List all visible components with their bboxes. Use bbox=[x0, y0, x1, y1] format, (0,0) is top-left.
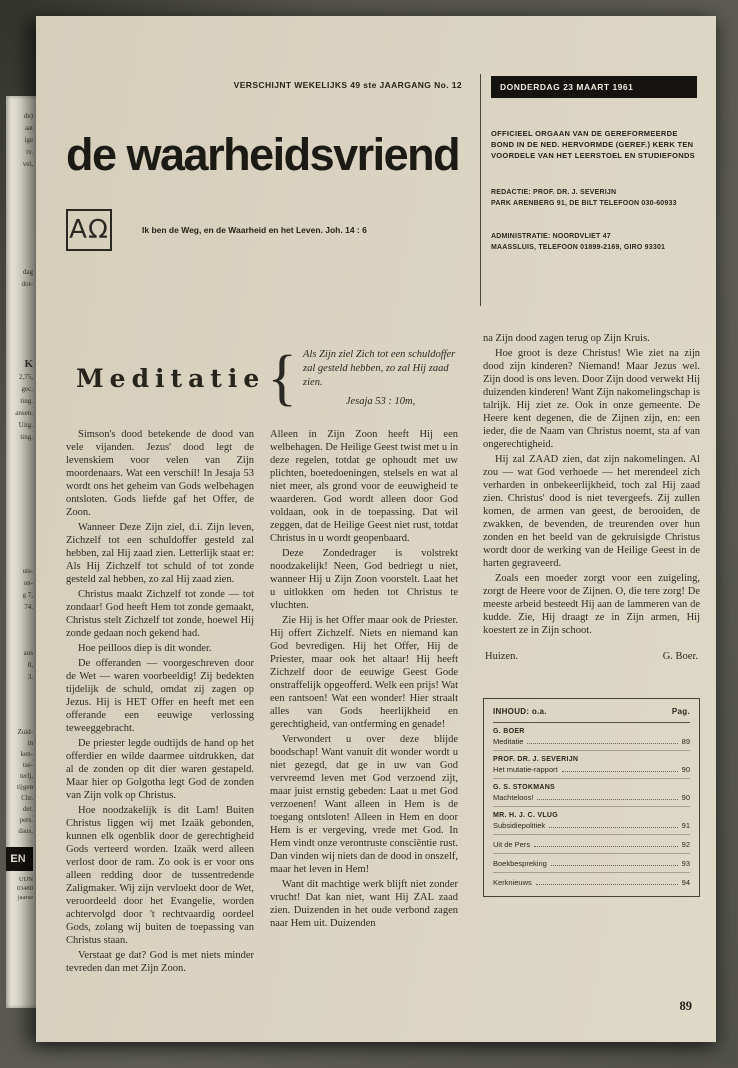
page-edge-text-fragment: uis- bbox=[22, 567, 33, 575]
paragraph: Zie Hij is het Offer maar ook de Priester. Hij offert Zichzelf. Niets en niemand kan God bevredigen. Hij het Offer, Hij de Priester, maar ook het altaar! Hij heeft Zichzelf door de eeuwige Geest Gode onstraffelijk opgeofferd. Welk een prijs! Wat een rantsoen! Wat een wonder! Hier straalt alles van Gods heerlijkheid en gerechtigheid, van ontferming en genade! bbox=[270, 615, 458, 730]
paragraph: Want dit machtige werk blijft niet zonder vrucht! Dat kan niet, want Hij ZAL zaad zien. Duizenden in het oude verbond zagen naar Hem uit. Duizenden bbox=[270, 879, 458, 929]
page-edge-text-fragment: UIJN bbox=[18, 876, 33, 883]
column-3 bbox=[483, 332, 700, 977]
paragraph: Alleen in Zijn Zoon heeft Hij een welbehagen. De Heilige Geest twist met u in deze regelen, totdat ge ophoudt met uw plichten, boetedoeningen, stelsels en wat al niet meer, als grond voor de eeuwigheid te waarderen. God wordt alleen door God voldaan, ook in de toepassing. Dat wil zeggen, dat de Heilige Geest niet rust, totdat Christus in u wordt geopenbaard. bbox=[270, 429, 458, 544]
page-edge-text-fragment: vel, bbox=[22, 160, 33, 168]
toc-author: G. BOER bbox=[493, 728, 525, 735]
toc-author: MR. H. J. C. VLUG bbox=[493, 812, 558, 819]
page-edge-text-fragment: ting. bbox=[20, 433, 33, 441]
organ-statement bbox=[491, 128, 700, 161]
page-edge-text-fragment: 3. bbox=[27, 673, 33, 681]
toc-header bbox=[493, 707, 690, 723]
toc-page-number: 91 bbox=[681, 821, 690, 830]
article-header bbox=[66, 332, 458, 424]
edge-black-box: EN bbox=[6, 847, 33, 871]
paragraph: Simson's dood betekende de dood van vele vijanden. Jezus' dood legt de levenskiem voor velen van Zijn moordenaars. Wat een verschil! In Jesaja 53 wordt ons het geheim van Gods welbehagen ontsloten. Gods liefde gaf het Offer, de Zoon. bbox=[66, 429, 254, 518]
paragraph: Hoe peilloos diep is dit wonder. bbox=[78, 643, 212, 654]
edge-fragment-group bbox=[6, 266, 33, 290]
motto-text: Ik ben de Weg, en de Waarheid en het Leven. Joh. 14 : 6 bbox=[142, 225, 367, 235]
redactie-line: REDACTIE: PROF. DR. J. SEVERIJN bbox=[491, 189, 617, 196]
facing-page-edge bbox=[6, 96, 36, 1008]
page-edge-text-fragment: Chr. bbox=[21, 794, 33, 802]
toc-page-number: 94 bbox=[681, 878, 690, 887]
page-edge-text-fragment: K bbox=[24, 358, 33, 370]
alpha-omega-icon: ΑΩ bbox=[66, 209, 112, 251]
scripture-quote bbox=[303, 348, 458, 409]
toc-title: Machteloos! bbox=[493, 793, 534, 802]
toc-page-number: 92 bbox=[681, 840, 690, 849]
paragraph: na Zijn dood zagen terug op Zijn Kruis. bbox=[483, 333, 650, 344]
page-edge-text-fragment: tijgen bbox=[17, 783, 33, 791]
toc-page-label: Pag. bbox=[671, 707, 690, 716]
page-edge-text-fragment: de) bbox=[24, 112, 33, 120]
text-columns bbox=[66, 428, 458, 977]
toc-line bbox=[493, 840, 690, 849]
page-edge-text-fragment: g 7, bbox=[22, 591, 33, 599]
article-heading: Meditatie bbox=[76, 363, 266, 393]
page-edge-text-fragment: in bbox=[27, 739, 33, 747]
page-edge-text-fragment: on- bbox=[23, 579, 33, 587]
toc-entry bbox=[493, 779, 690, 807]
page-edge-text-fragment: ken- bbox=[20, 750, 33, 758]
dotted-leader bbox=[527, 743, 677, 744]
masthead bbox=[66, 74, 700, 306]
edge-fragment-group bbox=[6, 647, 33, 683]
masthead-left bbox=[66, 74, 480, 306]
paragraph: Hij zal ZAAD zien, dat zijn nakomelingen. Al zou — wat God verhoede — het merendeel zich verharden in onbekeerlijkheid, toch zal Hij zaad zien. Christus' dood is niet tevergeefs. Zij zullen komen, de armen van geest, de berooiden, de zwakken, de bevenden, de treurenden over hun zonden en het beeld van de gekruisigde Christus wordt door de werking van de Heilige Geest in de harten gegraveerd. bbox=[483, 454, 700, 569]
page-edge-text-fragment: aat bbox=[24, 124, 33, 132]
page-edge-text-fragment: ige bbox=[24, 136, 33, 144]
paragraph: Zoals een moeder zorgt voor een zuigeling, zorgt de Heere voor de Zijnen. O, die tere zorg! De meeste arbeid besteedt Hij aan de lammeren van de kudde. Zie, Hij draagt ze in Zijn armen, Hij koestert ze in Zijn schoot. bbox=[483, 573, 700, 636]
brace-glyph: { bbox=[267, 344, 298, 412]
toc-page-number: 90 bbox=[681, 793, 690, 802]
edge-fragment-group bbox=[6, 565, 33, 613]
page-edge-text-fragment: jaarse bbox=[17, 894, 33, 901]
paragraph: Wanneer Deze Zijn ziel, d.i. Zijn leven, Zichzelf tot een schuldoffer gesteld zal hebben, zal Hij zaad zien. Letterlijk staat er: Als Hij Zichzelf tot schuld of tot zonde gesteld zal hebben, zo zal Hij zaad zien. bbox=[66, 522, 254, 585]
page-edge-text-fragment: dor- bbox=[21, 280, 33, 288]
page-edge-text-fragment: ansen. bbox=[15, 409, 33, 417]
quote-text: Als Zijn ziel Zich tot een schuldoffer zal gesteld hebben, zo zal Hij zaad zien. bbox=[303, 348, 456, 388]
page-edge-text-fragment: terlj, bbox=[19, 772, 33, 780]
page-edge-text-fragment: daus. bbox=[18, 827, 33, 835]
page-edge-text-fragment: ting. bbox=[20, 397, 33, 405]
article-signature bbox=[483, 651, 700, 662]
toc-line bbox=[493, 821, 690, 830]
paragraph: Verwondert u over deze blijde boodschap! Want vanuit dit wonder wordt u niet gezegd, dat ge in uw van God vervreemd leven met God verzoend zijt, maar juist ernstig gebeden: Laat u met God verzoenen! Want alleen in Hem is de toegang ontsloten! Alleen in Hem en door Hem is er vergeving, vrede met God. In Hem vindt onze verontruste consciëntie rust. Dan vinden wij niets dan de dood in onszelf, maar het leven in Hem! bbox=[270, 734, 458, 875]
page-edge-text-fragment: pers. bbox=[19, 816, 33, 824]
paragraph: Deze Zondedrager is volstrekt noodzakelijk! Neen, God bedriegt u niet, wanneer Hij u Zijn Zoon voorstelt. Laat het u uitlokken om heden tot Christus te vluchten. bbox=[270, 548, 458, 611]
signature-place: Huizen. bbox=[485, 651, 518, 662]
table-of-contents-box bbox=[483, 698, 700, 897]
paragraph: Hoe groot is deze Christus! Wie ziet na zijn dood zijn kinderen? Niemand! Maar Jezus wel. Zijn dood is ons leven. Door Zijn dood verwekt Hij duizenden kinderen! Want Zijn nakomelingschap is talrijk. Hij ziet ze. Ook in onze gemeente. De Heere kent degenen, die de Zijnen zijn, en: een ieder, die de Naam van Christus noemt, sta af van ongerechtigheid. bbox=[483, 348, 700, 450]
toc-title: Het mutatie-rapport bbox=[493, 765, 558, 774]
toc-entry bbox=[493, 723, 690, 751]
newspaper-front-page bbox=[36, 16, 716, 1042]
toc-line bbox=[493, 737, 690, 746]
paragraph: Christus maakt Zichzelf tot zonde — tot zondaar! God heeft Hem tot zonde gemaakt, Christus stelt Zichzelf tot zonde, hoewel Hij zonde gedaan noch gekend had. bbox=[66, 589, 254, 639]
organ-line: OFFICIEEL ORGAAN VAN DE GEREFORMEERDE bbox=[491, 129, 678, 138]
quote-source: Jesaja 53 : 10m, bbox=[345, 395, 416, 407]
article-left-block bbox=[66, 332, 458, 977]
toc-entry bbox=[493, 835, 690, 854]
toc-page-number: 93 bbox=[681, 859, 690, 868]
page-edge-text-fragment: gec. bbox=[21, 385, 33, 393]
paper-title: de waarheidsvriend bbox=[66, 129, 460, 180]
paragraph: Verstaat ge dat? God is met niets minder tevreden dan met Zijn Zoon. bbox=[66, 950, 254, 974]
redactie-info bbox=[491, 187, 700, 209]
page-edge-text-fragment: Zuid- bbox=[17, 728, 33, 736]
paragraph: De offeranden — voorgeschreven door de Wet — waren voorbeeldig! Zij bedekten tijdelijk de schuld, omdat zij zagen op Jezus. Hij is HET Offer en heeft met een offerande een eeuwige verlossing teweeggebracht. bbox=[66, 658, 254, 734]
toc-line bbox=[493, 765, 690, 774]
page-edge-text-fragment: 0, bbox=[27, 661, 33, 669]
dotted-leader bbox=[562, 771, 678, 772]
dotted-leader bbox=[549, 827, 678, 828]
toc-title: Kerknieuws bbox=[493, 878, 532, 887]
toc-page-number: 90 bbox=[681, 765, 690, 774]
paragraph: Hoe noodzakelijk is dit Lam! Buiten Christus liggen wij met Izaäk gebonden, kunnen elk ogenblik door de gerechtigheid Gods verteerd worden. Izaäk werd alleen verlost door de ram. Zo ook is er voor ons alleen redding door de tussentredende Zaligmaker. Wij zijn vervloekt door de Wet, veroordeeld door het Evangelie, worden achtervolgd door 't rechtvaardig oordeel Gods, zolang wij buiten de toepassing van Christus staan. bbox=[66, 805, 254, 946]
page-edge-text-fragment: 2,75, bbox=[19, 373, 33, 381]
issue-line: VERSCHIJNT WEKELIJKS 49 ste JAARGANG No. 12 bbox=[233, 80, 462, 90]
column-2 bbox=[270, 428, 458, 977]
column-1 bbox=[66, 428, 254, 977]
edge-fragment-group bbox=[6, 110, 33, 170]
toc-title: Subsidiepolitiek bbox=[493, 821, 546, 830]
toc-title: Boekbespreking bbox=[493, 859, 547, 868]
toc-entry bbox=[493, 807, 690, 835]
paragraph: De priester legde oudtijds de hand op het offerdier en wilde daarmee uitdrukken, dat al de zonden op dit dier waren gestapeld. Maar hier op Golgotha legt God de zonden van Zijn volk op Christus. bbox=[66, 738, 254, 801]
toc-author: G. S. STOKMANS bbox=[493, 784, 556, 791]
dotted-leader bbox=[537, 799, 677, 800]
toc-entry bbox=[493, 751, 690, 779]
toc-title: Meditatie bbox=[493, 737, 524, 746]
page-edge-text-fragment: Uitg. bbox=[18, 421, 33, 429]
page-edge-text-fragment: 74. bbox=[24, 603, 33, 611]
toc-line bbox=[493, 793, 690, 802]
date-box: DONDERDAG 23 MAART 1961 bbox=[491, 76, 697, 98]
article-content bbox=[66, 332, 700, 977]
page-edge-text-fragment: tv. bbox=[26, 148, 33, 156]
signature-author: G. Boer. bbox=[662, 651, 698, 662]
toc-entry bbox=[493, 873, 690, 887]
masthead-right bbox=[480, 74, 700, 306]
toc-header-label: INHOUD: o.a. bbox=[493, 707, 547, 716]
toc-line bbox=[493, 859, 690, 868]
dotted-leader bbox=[551, 865, 678, 866]
page-number: 89 bbox=[679, 999, 692, 1013]
toc-author: PROF. DR. J. SEVERIJN bbox=[493, 756, 579, 763]
page-edge-text-fragment: tse- bbox=[22, 761, 33, 769]
motto-row bbox=[66, 209, 480, 251]
toc-entry bbox=[493, 854, 690, 873]
page-edge-text-fragment: der. bbox=[22, 805, 33, 813]
administratie-line: ADMINISTRATIE: NOORDVLIET 47 bbox=[491, 233, 611, 240]
page-edge-text-fragment: aus bbox=[23, 649, 33, 657]
page-edge-text-fragment: 03480 bbox=[16, 885, 33, 892]
edge-fragment-group bbox=[6, 727, 33, 837]
organ-line: VOORDELE VAN HET LEERSTOEL EN STUDIEFONDS bbox=[491, 151, 695, 160]
toc-page-number: 89 bbox=[681, 737, 690, 746]
organ-line: BOND IN DE NED. HERVORMDE (GEREF.) KERK TEN bbox=[491, 140, 694, 149]
edge-fragment-group bbox=[6, 875, 33, 902]
dotted-leader bbox=[536, 884, 678, 885]
dotted-leader bbox=[534, 846, 678, 847]
edge-fragment-group bbox=[6, 358, 33, 443]
administratie-line: MAASSLUIS, TELEFOON 01899-2169, GIRO 93301 bbox=[491, 244, 666, 251]
toc-title: Uit de Pers bbox=[493, 840, 531, 849]
redactie-line: PARK ARENBERG 91, DE BILT TELEFOON 030-60933 bbox=[491, 200, 677, 207]
toc-line bbox=[493, 878, 690, 887]
administratie-info bbox=[491, 231, 700, 253]
page-edge-text-fragment: dag bbox=[22, 268, 33, 276]
